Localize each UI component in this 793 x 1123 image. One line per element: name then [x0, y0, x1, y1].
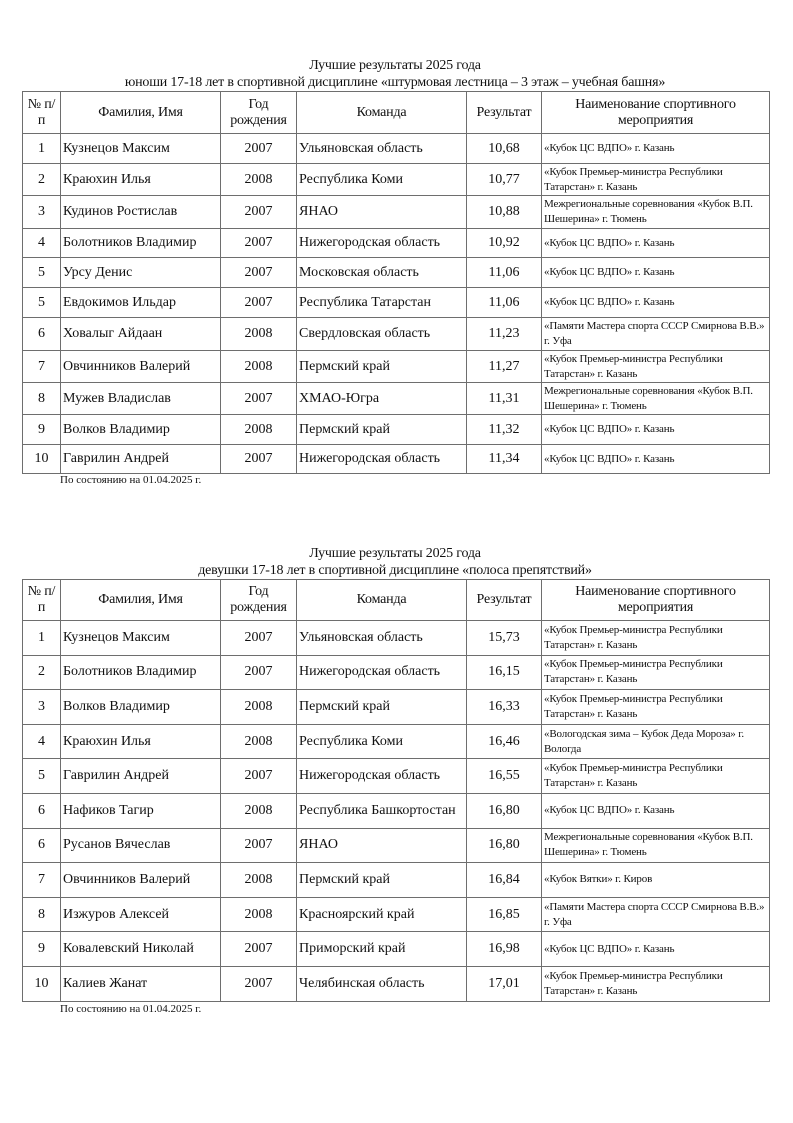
row-number: 8 — [23, 897, 61, 932]
birth-year: 2007 — [221, 229, 297, 258]
event-name: Межрегиональные соревнования «Кубок В.П. Шешерина» г. Тюмень — [542, 383, 770, 415]
event-name: «Кубок Премьер-министра Республики Татарстан» г. Казань — [542, 351, 770, 383]
result-time: 10,77 — [467, 164, 542, 196]
row-number: 10 — [23, 445, 61, 474]
section2-status-note: По состоянию на 01.04.2025 г. — [60, 1003, 202, 1015]
athlete-name: Овчинников Валерий — [61, 351, 221, 383]
team-name: Нижегородская область — [297, 655, 467, 690]
table-row — [23, 229, 770, 258]
row-number: 5 — [23, 759, 61, 794]
birth-year: 2008 — [221, 863, 297, 898]
col-header-event: Наименование спортивного мероприятия — [542, 92, 770, 134]
result-time: 16,33 — [467, 690, 542, 725]
event-name: «Кубок Премьер-министра Республики Татарстан» г. Казань — [542, 759, 770, 794]
result-time: 17,01 — [467, 966, 542, 1001]
event-name: «Кубок Премьер-министра Республики Татарстан» г. Казань — [542, 966, 770, 1001]
table-row — [23, 258, 770, 288]
birth-year: 2007 — [221, 196, 297, 229]
table-header-row — [23, 92, 770, 134]
team-name: ЯНАО — [297, 196, 467, 229]
event-name: «Кубок Премьер-министра Республики Татарстан» г. Казань — [542, 655, 770, 690]
team-name: Пермский край — [297, 415, 467, 445]
row-number: 6 — [23, 828, 61, 863]
birth-year: 2007 — [221, 445, 297, 474]
event-name: «Кубок ЦС ВДПО» г. Казань — [542, 134, 770, 164]
event-name: «Памяти Мастера спорта СССР Смирнова В.В.» г. Уфа — [542, 897, 770, 932]
team-name: Ульяновская область — [297, 134, 467, 164]
row-number: 9 — [23, 415, 61, 445]
birth-year: 2007 — [221, 258, 297, 288]
result-time: 11,23 — [467, 318, 542, 351]
athlete-name: Гаврилин Андрей — [61, 445, 221, 474]
athlete-name: Калиев Жанат — [61, 966, 221, 1001]
table-body — [23, 134, 770, 474]
row-number: 5 — [23, 288, 61, 318]
result-time: 16,80 — [467, 828, 542, 863]
result-time: 16,15 — [467, 655, 542, 690]
event-name: «Памяти Мастера спорта СССР Смирнова В.В.» г. Уфа — [542, 318, 770, 351]
table-header-row — [23, 580, 770, 621]
team-name: Пермский край — [297, 863, 467, 898]
result-time: 10,92 — [467, 229, 542, 258]
birth-year: 2007 — [221, 932, 297, 967]
col-header-name: Фамилия, Имя — [61, 92, 221, 134]
table-row — [23, 828, 770, 863]
birth-year: 2008 — [221, 724, 297, 759]
team-name: Красноярский край — [297, 897, 467, 932]
birth-year: 2007 — [221, 383, 297, 415]
result-time: 16,98 — [467, 932, 542, 967]
team-name: Республика Башкортостан — [297, 793, 467, 828]
table-row — [23, 134, 770, 164]
section1-status-note: По состоянию на 01.04.2025 г. — [60, 474, 202, 486]
team-name: Нижегородская область — [297, 445, 467, 474]
row-number: 9 — [23, 932, 61, 967]
result-time: 16,85 — [467, 897, 542, 932]
table-row — [23, 351, 770, 383]
event-name: «Вологодская зима – Кубок Деда Мороза» г. Вологда — [542, 724, 770, 759]
team-name: ХМАО-Югра — [297, 383, 467, 415]
col-header-team: Команда — [297, 580, 467, 621]
event-name: «Кубок ЦС ВДПО» г. Казань — [542, 793, 770, 828]
athlete-name: Кудинов Ростислав — [61, 196, 221, 229]
table-body — [23, 621, 770, 1002]
section1-title-line1: Лучшие результаты 2025 года — [309, 58, 481, 73]
row-number: 4 — [23, 229, 61, 258]
athlete-name: Изжуров Алексей — [61, 897, 221, 932]
table-row — [23, 863, 770, 898]
team-name: Московская область — [297, 258, 467, 288]
result-time: 15,73 — [467, 621, 542, 656]
event-name: «Кубок Премьер-министра Республики Татарстан» г. Казань — [542, 164, 770, 196]
birth-year: 2007 — [221, 134, 297, 164]
event-name: «Кубок Премьер-министра Республики Татарстан» г. Казань — [542, 621, 770, 656]
table-row — [23, 932, 770, 967]
birth-year: 2008 — [221, 897, 297, 932]
table-row — [23, 897, 770, 932]
event-name: Межрегиональные соревнования «Кубок В.П. Шешерина» г. Тюмень — [542, 828, 770, 863]
team-name: Республика Коми — [297, 164, 467, 196]
team-name: Свердловская область — [297, 318, 467, 351]
athlete-name: Краюхин Илья — [61, 164, 221, 196]
col-header-num: № п/п — [23, 580, 61, 621]
col-header-year: Год рождения — [221, 92, 297, 134]
col-header-name: Фамилия, Имя — [61, 580, 221, 621]
athlete-name: Кузнецов Максим — [61, 621, 221, 656]
row-number: 3 — [23, 690, 61, 725]
birth-year: 2008 — [221, 690, 297, 725]
section1-title — [22, 57, 768, 91]
birth-year: 2007 — [221, 288, 297, 318]
table-row — [23, 288, 770, 318]
birth-year: 2008 — [221, 793, 297, 828]
event-name: «Кубок ЦС ВДПО» г. Казань — [542, 288, 770, 318]
result-time: 11,32 — [467, 415, 542, 445]
row-number: 3 — [23, 196, 61, 229]
athlete-name: Мужев Владислав — [61, 383, 221, 415]
section2-title-line2: девушки 17-18 лет в спортивной дисциплине «полоса препятствий» — [198, 563, 592, 578]
team-name: Нижегородская область — [297, 229, 467, 258]
event-name: «Кубок ЦС ВДПО» г. Казань — [542, 932, 770, 967]
col-header-result: Результат — [467, 580, 542, 621]
athlete-name: Волков Владимир — [61, 415, 221, 445]
event-name: «Кубок Премьер-министра Республики Татарстан» г. Казань — [542, 690, 770, 725]
birth-year: 2007 — [221, 759, 297, 794]
athlete-name: Кузнецов Максим — [61, 134, 221, 164]
table-row — [23, 759, 770, 794]
team-name: Ульяновская область — [297, 621, 467, 656]
row-number: 5 — [23, 258, 61, 288]
table-row — [23, 164, 770, 196]
birth-year: 2008 — [221, 351, 297, 383]
athlete-name: Краюхин Илья — [61, 724, 221, 759]
section1-title-line2: юноши 17-18 лет в спортивной дисциплине «штурмовая лестница – 3 этаж – учебная башня» — [124, 75, 666, 90]
row-number: 1 — [23, 621, 61, 656]
col-header-team: Команда — [297, 92, 467, 134]
event-name: «Кубок ЦС ВДПО» г. Казань — [542, 229, 770, 258]
birth-year: 2008 — [221, 164, 297, 196]
section2-title — [22, 545, 768, 579]
result-time: 11,31 — [467, 383, 542, 415]
team-name: Республика Коми — [297, 724, 467, 759]
result-time: 10,68 — [467, 134, 542, 164]
birth-year: 2007 — [221, 655, 297, 690]
col-header-year: Год рождения — [221, 580, 297, 621]
row-number: 10 — [23, 966, 61, 1001]
results-table-boys — [22, 91, 770, 474]
athlete-name: Овчинников Валерий — [61, 863, 221, 898]
athlete-name: Болотников Владимир — [61, 655, 221, 690]
table-row — [23, 655, 770, 690]
athlete-name: Волков Владимир — [61, 690, 221, 725]
team-name: Пермский край — [297, 351, 467, 383]
team-name: ЯНАО — [297, 828, 467, 863]
athlete-name: Евдокимов Ильдар — [61, 288, 221, 318]
table-row — [23, 621, 770, 656]
birth-year: 2007 — [221, 966, 297, 1001]
event-name: «Кубок ЦС ВДПО» г. Казань — [542, 258, 770, 288]
table-row — [23, 415, 770, 445]
team-name: Пермский край — [297, 690, 467, 725]
athlete-name: Болотников Владимир — [61, 229, 221, 258]
row-number: 7 — [23, 863, 61, 898]
athlete-name: Гаврилин Андрей — [61, 759, 221, 794]
team-name: Приморский край — [297, 932, 467, 967]
birth-year: 2007 — [221, 621, 297, 656]
team-name: Нижегородская область — [297, 759, 467, 794]
table-row — [23, 724, 770, 759]
result-time: 16,46 — [467, 724, 542, 759]
table-row — [23, 966, 770, 1001]
athlete-name: Урсу Денис — [61, 258, 221, 288]
row-number: 7 — [23, 351, 61, 383]
row-number: 6 — [23, 318, 61, 351]
athlete-name: Ковалевский Николай — [61, 932, 221, 967]
table-row — [23, 196, 770, 229]
col-header-result: Результат — [467, 92, 542, 134]
table-row — [23, 445, 770, 474]
athlete-name: Нафиков Тагир — [61, 793, 221, 828]
row-number: 2 — [23, 164, 61, 196]
table-row — [23, 793, 770, 828]
result-time: 10,88 — [467, 196, 542, 229]
birth-year: 2008 — [221, 318, 297, 351]
team-name: Республика Татарстан — [297, 288, 467, 318]
table-row — [23, 690, 770, 725]
row-number: 4 — [23, 724, 61, 759]
result-time: 11,27 — [467, 351, 542, 383]
event-name: Межрегиональные соревнования «Кубок В.П. Шешерина» г. Тюмень — [542, 196, 770, 229]
results-table-girls — [22, 579, 770, 1002]
col-header-num: № п/п — [23, 92, 61, 134]
table-row — [23, 318, 770, 351]
birth-year: 2008 — [221, 415, 297, 445]
result-time: 11,06 — [467, 258, 542, 288]
athlete-name: Русанов Вячеслав — [61, 828, 221, 863]
row-number: 8 — [23, 383, 61, 415]
event-name: «Кубок Вятки» г. Киров — [542, 863, 770, 898]
row-number: 1 — [23, 134, 61, 164]
event-name: «Кубок ЦС ВДПО» г. Казань — [542, 445, 770, 474]
result-time: 11,06 — [467, 288, 542, 318]
event-name: «Кубок ЦС ВДПО» г. Казань — [542, 415, 770, 445]
result-time: 16,55 — [467, 759, 542, 794]
result-time: 16,80 — [467, 793, 542, 828]
birth-year: 2007 — [221, 828, 297, 863]
athlete-name: Ховалыг Айдаан — [61, 318, 221, 351]
table-row — [23, 383, 770, 415]
team-name: Челябинская область — [297, 966, 467, 1001]
row-number: 2 — [23, 655, 61, 690]
row-number: 6 — [23, 793, 61, 828]
result-time: 16,84 — [467, 863, 542, 898]
col-header-event: Наименование спортивного мероприятия — [542, 580, 770, 621]
section2-title-line1: Лучшие результаты 2025 года — [309, 546, 481, 561]
result-time: 11,34 — [467, 445, 542, 474]
